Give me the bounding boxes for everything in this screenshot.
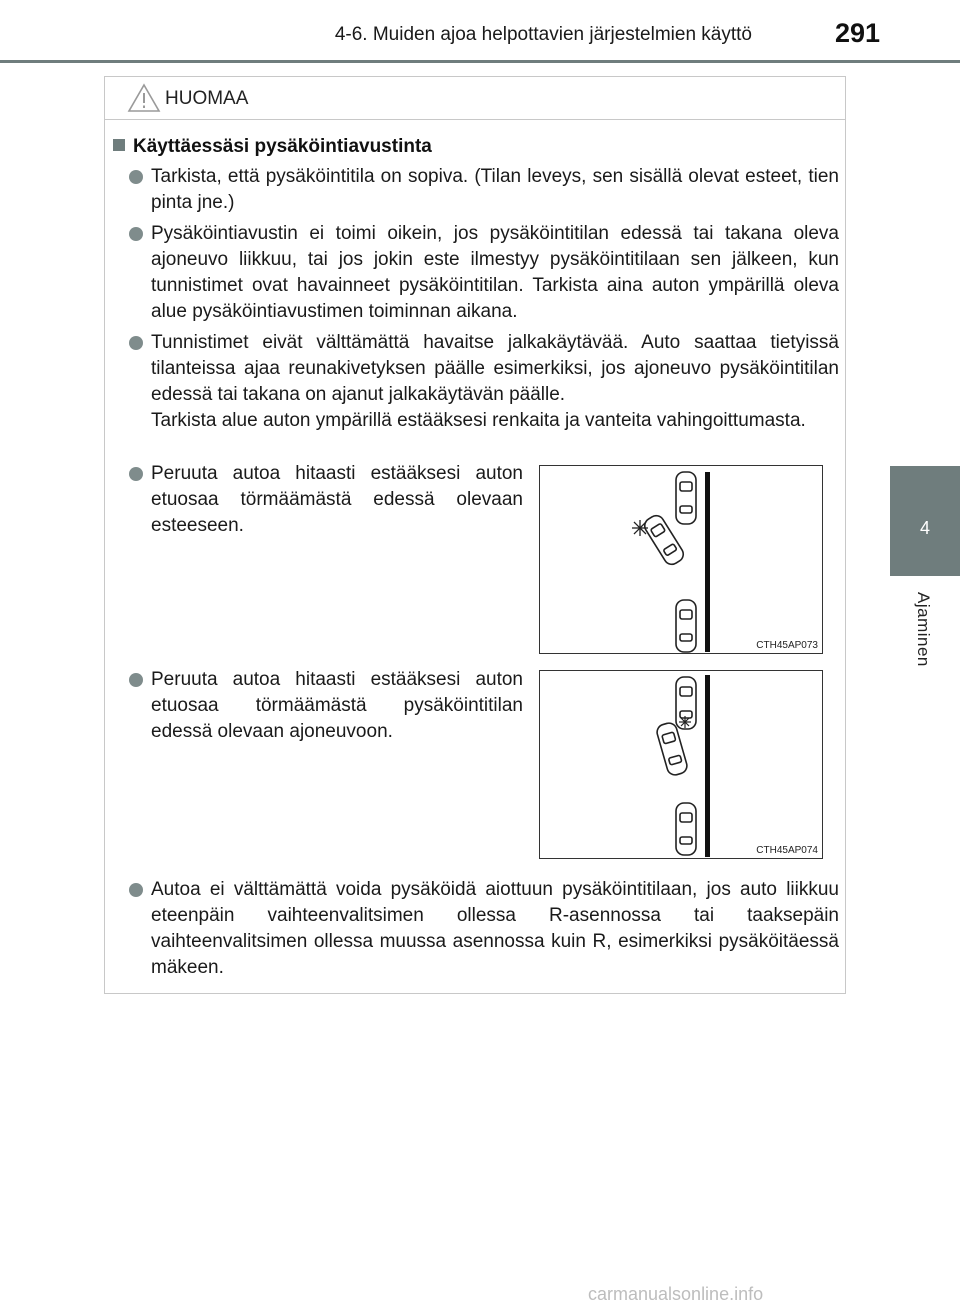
bullet-dot-icon bbox=[129, 673, 143, 687]
list-item bbox=[129, 667, 524, 747]
list-item-text: Autoa ei välttämättä voida pysäköidä aiottuun pysäköintitilaan, jos auto liikkuu eteenpäin vaihteenvalitsimen ollessa R-asennossa tai taaksepäin vaihteenvalitsimen ollessa muussa asennossa kuin R, esimerkiksi pysäköitäessä mäkeen. bbox=[151, 879, 839, 978]
figure-code: CTH45AP074 bbox=[756, 845, 818, 856]
notice-box bbox=[104, 76, 846, 994]
bullet-dot-icon bbox=[129, 883, 143, 897]
square-bullet-icon bbox=[113, 139, 125, 151]
notice-header bbox=[105, 77, 845, 120]
list-item-text: Pysäköintiavustin ei toimi oikein, jos pysäköintitilan edessä tai takana oleva ajoneuvo liikkuu, tai jos jokin este ilmestyy pysäköintitilaan sen jälkeen, kun tunnistimet ovat havainneet pysäköintitilan. Tarkista aina auton ympärillä oleva alue pysäköintiavustimen toiminnan aikana. bbox=[151, 223, 839, 322]
header-divider bbox=[0, 60, 960, 63]
notice-title: HUOMAA bbox=[165, 88, 249, 109]
figure-code: CTH45AP073 bbox=[756, 640, 818, 651]
parking-vehicle-diagram bbox=[540, 671, 824, 860]
list-item-text: Tunnistimet eivät välttämättä havaitse jalkakäytävää. Auto saattaa tietyissä tilanteissa ajaa reunakivetyksen päälle esimerkiksi, jos ajoneuvo pysäköintitilan edessä tai takana on ajanut jalkakäytävän päälle. bbox=[151, 332, 839, 405]
list-item-text-continued: Tarkista alue auton ympärillä estääksesi renkaita ja vanteita vahingoittumasta. bbox=[151, 410, 806, 431]
list-item bbox=[129, 461, 524, 541]
list-item-text: Peruuta autoa hitaasti estääksesi auton etuosaa törmäämästä edessä olevaan esteeseen. bbox=[151, 463, 523, 536]
chapter-number: 4 bbox=[919, 518, 930, 538]
illustration-obstacle bbox=[539, 465, 823, 654]
watermark: carmanualsonline.info bbox=[588, 1284, 764, 1304]
bullet-dot-icon bbox=[129, 467, 143, 481]
parking-obstacle-diagram bbox=[540, 466, 824, 655]
warning-triangle-icon bbox=[127, 83, 161, 113]
list-item bbox=[129, 877, 839, 981]
section-heading-text: Käyttäessäsi pysäköintiavustinta bbox=[133, 136, 432, 157]
list-item bbox=[129, 221, 839, 325]
chapter-tab bbox=[890, 466, 960, 576]
bullet-dot-icon bbox=[129, 170, 143, 184]
list-item bbox=[129, 330, 839, 460]
section-title: 4-6. Muiden ajoa helpottavien järjestelmien käyttö bbox=[334, 24, 752, 45]
list-item bbox=[129, 164, 839, 216]
list-item-text: Peruuta autoa hitaasti estääksesi auton etuosaa törmäämästä pysäköintitilan edessä olevaan ajoneuvoon. bbox=[151, 669, 523, 742]
page-number: 291 bbox=[834, 18, 880, 48]
illustration-vehicle bbox=[539, 670, 823, 859]
chapter-label: Ajaminen bbox=[914, 592, 933, 667]
bullet-dot-icon bbox=[129, 227, 143, 241]
list-item-text: Tarkista, että pysäköintitila on sopiva. (Tilan leveys, sen sisällä olevat esteet, tien pinta jne.) bbox=[151, 166, 839, 213]
bullet-dot-icon bbox=[129, 336, 143, 350]
section-heading bbox=[113, 136, 432, 158]
